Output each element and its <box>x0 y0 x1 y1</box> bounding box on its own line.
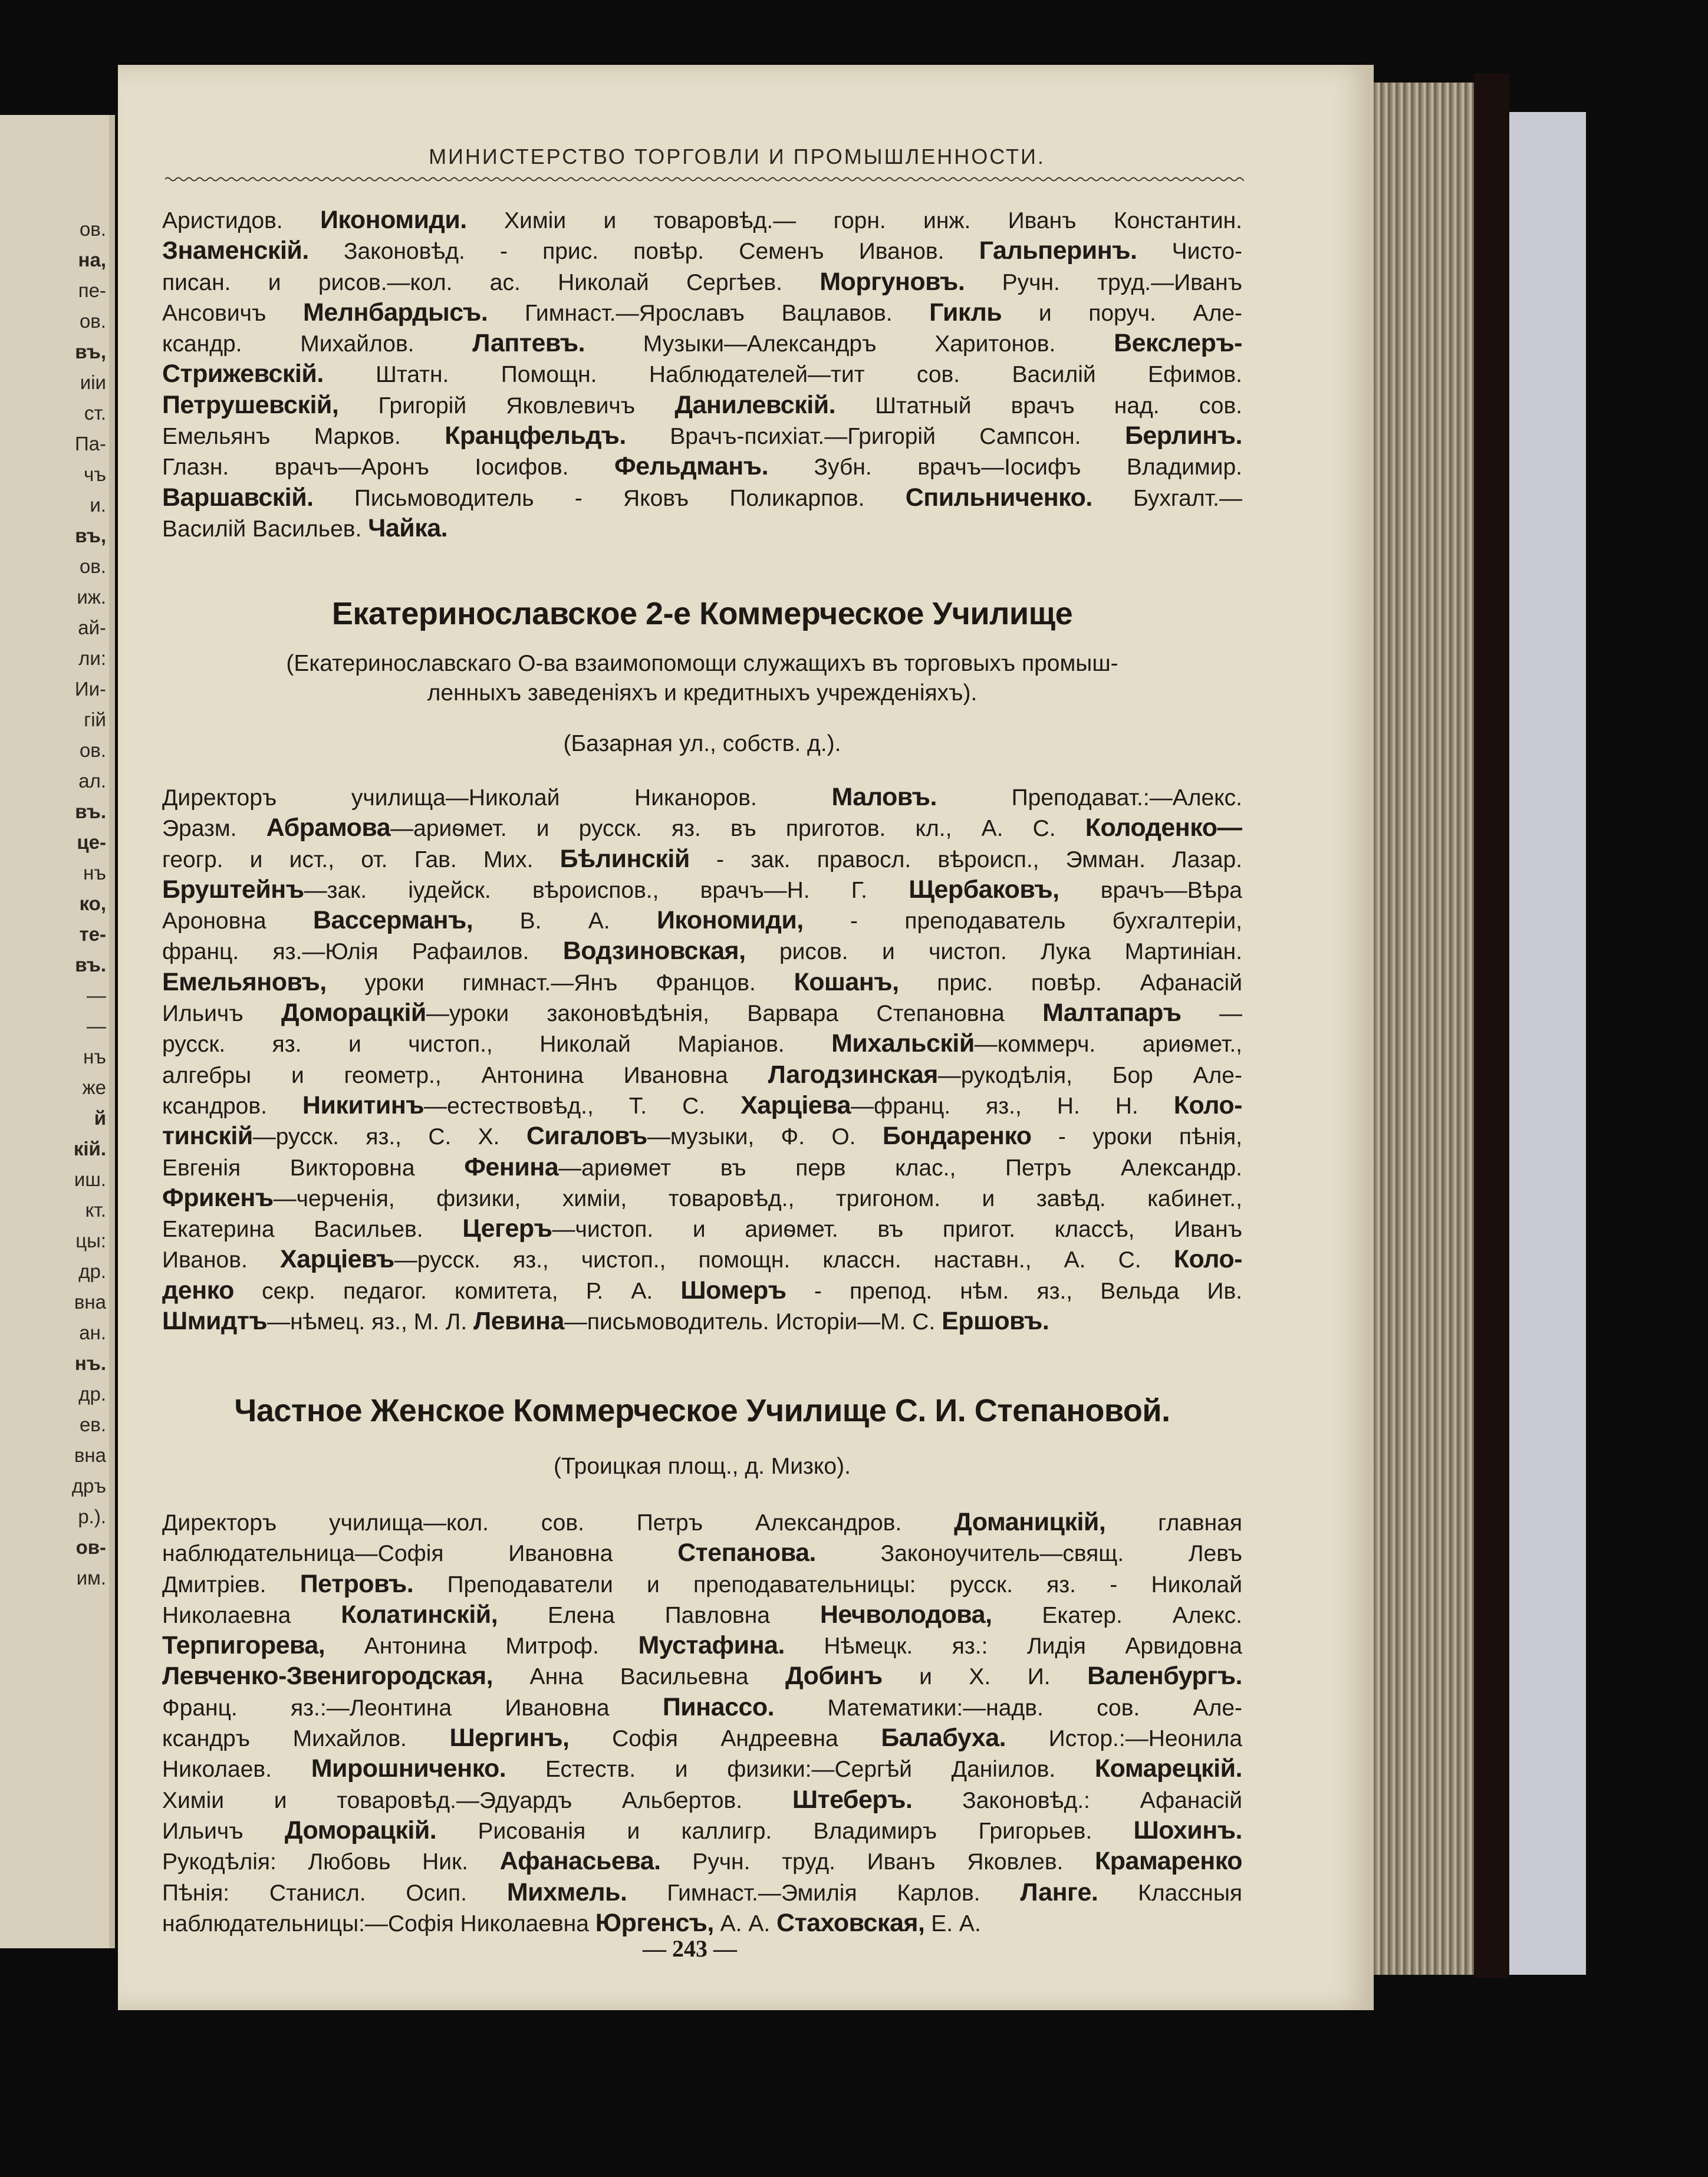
surname: Малтапаръ <box>1042 999 1182 1027</box>
left-page-text: ов. <box>79 739 106 761</box>
text-line <box>162 1569 1242 1600</box>
text-run: алгебры и геометр., Антонина Ивановна <box>162 1062 768 1088</box>
text-run: Франц. яз.:—Леонтина Ивановна <box>162 1695 663 1721</box>
surname: Юргенсъ, <box>595 1908 714 1937</box>
section-3-text <box>162 1507 1242 1939</box>
text-line <box>162 1723 1242 1754</box>
left-page-text: ан. <box>79 1322 106 1343</box>
text-run: - преподаватель бухгалтерiи, <box>803 908 1242 934</box>
text-run: Гимнаст.—Ярославъ Вацлавов. <box>488 300 930 326</box>
text-run: Бухгалт.— <box>1092 485 1242 511</box>
text-run: Елена Павловна <box>498 1602 820 1628</box>
text-run: —коммерч. ариѳмет., <box>974 1032 1242 1058</box>
surname: Лагодзинская <box>768 1060 938 1089</box>
text-run: Иванов. <box>162 1247 280 1273</box>
surname: тинскiй <box>162 1122 253 1151</box>
text-run: Врачъ-психiат.—Григорiй Сампсон. <box>626 424 1125 450</box>
text-run: Химiи и товаровѣд.— горн. инж. Иванъ Константин. <box>466 208 1242 233</box>
surname: Кошанъ, <box>794 967 899 996</box>
surname: Мелнбардысъ. <box>303 298 488 327</box>
surname: Ланге. <box>1020 1878 1098 1906</box>
left-page-text: ст. <box>84 402 106 424</box>
surname: Фельдманъ. <box>614 452 769 481</box>
page-number: — 243 — <box>643 1935 737 1962</box>
text-line <box>162 1538 1242 1569</box>
surname: Петрушевскiй, <box>162 390 339 419</box>
surname: Икономиди, <box>656 906 804 935</box>
text-run: уроки гимнаст.—Янъ Францов. <box>326 970 794 996</box>
text-run: Ручн. труд.—Иванъ <box>965 269 1242 295</box>
surname: Фрикенъ <box>162 1183 274 1212</box>
text-run: Дмитрiев. <box>162 1572 300 1598</box>
text-run: Штатн. Помощн. Наблюдателей—тит сов. Василiй Ефимов. <box>323 362 1242 388</box>
left-page-text: ов- <box>75 1536 106 1558</box>
book-cover-edge <box>1474 74 1509 1978</box>
surname: Маловъ. <box>831 783 937 811</box>
text-run: —черченiя, физики, химiи, товаровѣд., тригоном. и завѣд. кабинет., <box>273 1185 1242 1211</box>
left-page-text: же <box>82 1076 106 1098</box>
text-run: Николаевна <box>162 1602 341 1628</box>
surname: Абрамова <box>266 814 391 842</box>
text-line <box>162 1121 1242 1152</box>
text-run: писан. и рисов.—кол. ас. Николай Сергѣев. <box>162 269 820 295</box>
text-run: Письмоводитель - Яковъ Поликарпов. <box>313 485 906 511</box>
section-2-subtitle-2: ленныхъ заведенiяхъ и кредитныхъ учрежденiяхъ). <box>427 680 978 706</box>
text-line <box>162 1214 1242 1244</box>
left-page-text: въ. <box>75 801 106 822</box>
text-run: Ильичъ <box>162 1818 285 1844</box>
surname: денко <box>162 1276 234 1305</box>
text-run: —ариѳмет въ перв клас., Петръ Александр. <box>558 1155 1242 1181</box>
left-page-text: ли: <box>78 647 106 669</box>
left-page-text: др. <box>78 1260 106 1282</box>
surname: Мирошниченко. <box>311 1754 506 1783</box>
surname: Варшавскiй. <box>162 483 314 512</box>
surname: Бондаренко <box>882 1122 1032 1151</box>
text-line <box>162 390 1242 421</box>
surname: Сигаловъ <box>526 1122 647 1151</box>
left-page-text: ев. <box>79 1414 106 1435</box>
text-run: Анна Васильевна <box>493 1664 785 1690</box>
text-line <box>162 1600 1242 1631</box>
surname: Стрижевскiй. <box>162 360 324 388</box>
text-run: Е. А. <box>924 1911 981 1936</box>
left-page-text: вна <box>74 1291 106 1313</box>
left-page-text: гiй <box>84 709 106 730</box>
text-run: Николаев. <box>162 1757 311 1783</box>
left-page-text: ов. <box>79 555 106 577</box>
surname: Фенина <box>464 1152 559 1181</box>
text-run: рисов. и чистоп. Лука Мартинiан. <box>745 939 1242 965</box>
surname: Щербаковъ, <box>909 875 1059 904</box>
text-run: —музыки, Ф. О. <box>647 1124 883 1150</box>
text-run: —русск. яз., С. Х. <box>252 1124 526 1150</box>
text-line <box>162 452 1242 482</box>
surname: Лаптевъ. <box>472 329 585 358</box>
text-run: наблюдательницы:—Софiя Николаевна <box>162 1911 595 1936</box>
left-page-text: ал. <box>78 770 106 792</box>
left-page-text: кт. <box>85 1199 106 1221</box>
left-page-text: въ, <box>75 525 106 546</box>
section-2-text <box>162 782 1242 1337</box>
text-line <box>162 998 1242 1029</box>
text-run: —франц. яз., Н. Н. <box>851 1093 1174 1119</box>
text-line <box>162 844 1242 875</box>
text-run: Директоръ училища—Николай Никаноров. <box>162 785 832 811</box>
surname: Вассерманъ, <box>312 906 473 935</box>
text-run: наблюдательница—Софiя Ивановна <box>162 1541 678 1567</box>
surname: Цегеръ <box>462 1214 552 1243</box>
surname: Икономиди. <box>320 206 467 234</box>
surname: Степанова. <box>677 1539 816 1567</box>
surname: Пинассо. <box>662 1692 775 1721</box>
surname: Коло- <box>1173 1091 1242 1119</box>
text-run: Антонина Митроф. <box>325 1633 639 1659</box>
text-line <box>162 267 1242 298</box>
section-3-address: (Троицкая площ., д. Мизко). <box>554 1454 851 1479</box>
running-header: МИНИСТЕРСТВО ТОРГОВЛИ И ПРОМЫШЛЕННОСТИ. <box>429 144 1045 169</box>
surname: Харцiева <box>741 1091 851 1119</box>
surname: Терпигорева, <box>162 1631 325 1660</box>
text-run: Законовѣд. - прис. повѣр. Семенъ Иванов. <box>308 239 979 265</box>
surname: Харцiевъ <box>279 1245 394 1274</box>
text-run: Екатерина Васильев. <box>162 1217 463 1243</box>
text-run: Глазн. врачъ—Аронъ Iосифов. <box>162 454 614 480</box>
text-line <box>162 967 1242 998</box>
surname: Крамаренко <box>1095 1847 1242 1876</box>
text-run: ксандров. <box>162 1093 302 1119</box>
surname: Михальскiй <box>831 1029 975 1058</box>
left-page-text: иж. <box>77 586 106 608</box>
text-run: Математики:—надв. сов. Але- <box>774 1695 1242 1721</box>
text-run: врачъ—Вѣра <box>1059 877 1242 903</box>
text-run: Пѣнiя: Станисл. Осип. <box>162 1880 507 1906</box>
text-line <box>162 1754 1242 1784</box>
left-page-text: кiй. <box>73 1138 106 1160</box>
text-run: главная <box>1105 1510 1242 1536</box>
text-run: прис. повѣр. Афанасiй <box>899 970 1242 996</box>
text-run: Зубн. врачъ—Iосифъ Владимир. <box>768 454 1242 480</box>
left-page-text: те- <box>79 923 106 945</box>
left-page-text: въ. <box>75 954 106 976</box>
surname: Гальперинъ. <box>979 236 1137 265</box>
text-run: Директоръ училища—кол. сов. Петръ Александров. <box>162 1510 955 1536</box>
surname: Векслеръ- <box>1114 329 1242 358</box>
text-line <box>162 359 1242 390</box>
text-line <box>162 205 1242 236</box>
text-run: Истор.:—Неонила <box>1006 1726 1242 1752</box>
surname: Стаховская, <box>776 1908 925 1937</box>
text-line <box>162 298 1242 328</box>
left-page-text: иiи <box>80 371 106 393</box>
text-line <box>162 875 1242 905</box>
left-page-text: р.). <box>78 1506 106 1527</box>
text-line <box>162 905 1242 936</box>
text-run: —уроки законовѣдѣнiя, Варвара Степановна <box>426 1001 1043 1027</box>
text-line <box>162 1152 1242 1183</box>
left-page-text: нъ <box>83 1046 106 1068</box>
text-run: - зак. правосл. вѣроисп., Эмман. Лазар. <box>689 847 1242 872</box>
text-run: —зак. iудейск. вѣроиспов., врачъ—Н. Г. <box>304 877 909 903</box>
text-line <box>162 1692 1242 1723</box>
text-run: Преподаватели и преподавательницы: русск. яз. - Николай <box>413 1572 1242 1598</box>
text-run: Преподават.:—Алекс. <box>936 785 1242 811</box>
surname: Доморацкiй <box>281 999 426 1027</box>
header-wavy-rule <box>165 176 1244 183</box>
surname: Коло- <box>1173 1245 1242 1274</box>
text-line <box>162 1029 1242 1059</box>
text-run: — <box>1181 1001 1242 1027</box>
text-line <box>162 1785 1242 1816</box>
text-run: Штатный врачъ над. сов. <box>835 393 1242 419</box>
text-run: - препод. нѣм. яз., Вельда Ив. <box>786 1278 1242 1304</box>
section-2-subtitle-1: (Екатеринославскаго О-ва взаимопомощи служащихъ въ торговыхъ промыш- <box>286 651 1118 676</box>
left-page-text: ов. <box>79 310 106 332</box>
text-line <box>162 1244 1242 1275</box>
text-run: Емельянъ Марков. <box>162 424 445 450</box>
text-line <box>162 936 1242 967</box>
text-run: В. А. <box>473 908 657 934</box>
left-page-text: — <box>87 1015 106 1037</box>
surname: Колоденко— <box>1085 814 1242 842</box>
left-page-text: въ, <box>75 341 106 363</box>
text-line <box>162 1507 1242 1538</box>
text-run: Классныя <box>1098 1880 1242 1906</box>
text-run: Естеств. и физики:—Сергѣй Данiилов. <box>506 1757 1095 1783</box>
text-line <box>162 1306 1242 1337</box>
left-page-text: пе- <box>78 279 106 301</box>
text-run: А. А. <box>713 1911 777 1936</box>
surname: Михмель. <box>506 1878 627 1906</box>
surname: Данилевскiй. <box>674 390 836 419</box>
left-page-text: ов. <box>79 218 106 240</box>
text-run: —русск. яз., чистоп., помощн. классн. наставн., А. С. <box>394 1247 1174 1273</box>
surname: Ершовъ. <box>942 1307 1049 1336</box>
surname: Доманицкiй, <box>954 1508 1106 1536</box>
surname: Никитинъ <box>302 1091 424 1119</box>
surname: Шмидтъ <box>162 1307 268 1336</box>
surname: Петровъ. <box>300 1569 414 1598</box>
text-run: франц. яз.—Юлiя Рафаилов. <box>162 939 563 965</box>
text-line <box>162 483 1242 513</box>
section-2-address: (Базарная ул., собств. д.). <box>563 731 841 756</box>
text-run: Рисованiя и каллигр. Владимиръ Григорьев. <box>436 1818 1134 1844</box>
text-run: Музыки—Александръ Харитонов. <box>585 331 1114 357</box>
surname: Знаменскiй. <box>162 236 309 265</box>
text-run: Гимнаст.—Эмилiя Карлов. <box>627 1880 1021 1906</box>
surname: Балабуха. <box>881 1724 1006 1753</box>
surname: Чайка. <box>368 513 448 542</box>
text-run: —естествовѣд., Т. С. <box>424 1093 741 1119</box>
text-line <box>162 328 1242 359</box>
text-run: Законоучитель—свящ. Левъ <box>815 1541 1242 1567</box>
text-run: и Х. И. <box>882 1664 1088 1690</box>
surname: Колатинскiй, <box>341 1600 498 1629</box>
text-run: Ароновна <box>162 908 313 934</box>
left-page-text: нъ. <box>74 1352 106 1374</box>
left-page-text: им. <box>76 1567 106 1589</box>
text-run: Рукодѣлiя: Любовь Ник. <box>162 1849 500 1875</box>
text-run: —нѣмец. яз., М. Л. <box>267 1309 474 1335</box>
left-page-text: цы: <box>75 1230 106 1251</box>
text-line <box>162 1060 1242 1091</box>
left-page-text: иш. <box>74 1168 106 1190</box>
left-page-text: вна <box>74 1444 106 1466</box>
text-run: —ариѳмет. и русск. яз. въ приготов. кл., А. С. <box>390 816 1085 842</box>
surname: Нечволодова, <box>820 1600 992 1629</box>
surname: Шомеръ <box>680 1276 786 1305</box>
left-page-fragment <box>0 115 115 1948</box>
text-run: Химiи и товаровѣд.—Эдуардъ Альбертов. <box>162 1787 792 1813</box>
left-page-text: и. <box>90 494 106 516</box>
surname: Водзиновская, <box>562 937 746 966</box>
left-page-text: — <box>87 984 106 1006</box>
text-line <box>162 1846 1242 1877</box>
surname: Спильниченко. <box>905 483 1092 512</box>
text-run: Василiй Васильев. <box>162 516 368 542</box>
left-page-text: дръ <box>71 1475 106 1497</box>
text-run: —рукодѣлiя, Бор Але- <box>937 1062 1242 1088</box>
surname: Добинъ <box>785 1662 883 1691</box>
surname: Берлинъ. <box>1124 421 1242 450</box>
text-run: - уроки пѣнiя, <box>1031 1124 1242 1150</box>
text-line <box>162 236 1242 266</box>
section-3-heading: Частное Женское Коммерческое Училище С. И. Степановой. <box>234 1393 1170 1428</box>
surname: Левина <box>473 1307 564 1336</box>
left-page-text: Па- <box>74 433 106 454</box>
text-run: Аристидов. <box>162 208 320 233</box>
text-line <box>162 782 1242 813</box>
left-page-text: це- <box>77 831 106 853</box>
left-page-text: на, <box>78 249 106 271</box>
text-run: ксандръ Михайлов. <box>162 1726 450 1752</box>
surname: Комарецкiй. <box>1094 1754 1242 1783</box>
text-line <box>162 813 1242 844</box>
left-page-text: ко, <box>79 892 106 914</box>
surname: Валенбургъ. <box>1087 1662 1242 1691</box>
text-line <box>162 421 1242 452</box>
text-run: ксандр. Михайлов. <box>162 331 473 357</box>
text-run: Ансовичъ <box>162 300 303 326</box>
left-page-text: нъ <box>83 862 106 884</box>
text-run: русск. яз. и чистоп., Николай Марiанов. <box>162 1032 832 1058</box>
left-page-text: ай- <box>78 617 106 638</box>
text-line <box>162 1661 1242 1692</box>
text-run: Екатер. Алекс. <box>992 1602 1242 1628</box>
text-run: геогр. и ист., от. Гав. Мих. <box>162 847 560 872</box>
text-run: и поруч. Але- <box>1002 300 1242 326</box>
surname: Бѣлинскiй <box>560 844 690 873</box>
left-page-text: чъ <box>84 463 106 485</box>
text-run: —чистоп. и ариѳмет. въ пригот. классѣ, Иванъ <box>552 1217 1242 1243</box>
text-run: Чисто- <box>1137 239 1242 265</box>
left-page-text: др. <box>78 1383 106 1405</box>
text-run: Эразм. <box>162 816 266 842</box>
text-line <box>162 1631 1242 1661</box>
text-run: Софiя Андреевна <box>569 1726 881 1752</box>
surname: Афанасьева. <box>499 1847 661 1876</box>
text-run: Законовѣд.: Афанасiй <box>912 1787 1242 1813</box>
section-1-text <box>162 205 1242 544</box>
surname: Емельяновъ, <box>162 967 327 996</box>
left-page-text: Ии- <box>74 678 106 700</box>
surname: Бруштейнъ <box>162 875 304 904</box>
text-run: Ручн. труд. Иванъ Яковлев. <box>660 1849 1095 1875</box>
surname: Доморацкiй. <box>284 1816 437 1845</box>
section-2-heading: Екатеринославское 2-е Коммерческое Училище <box>331 596 1073 631</box>
surname: Моргуновъ. <box>820 267 965 296</box>
text-run: Григорiй Яковлевичъ <box>338 393 675 419</box>
text-line <box>162 1183 1242 1214</box>
left-page-text: й <box>94 1107 106 1129</box>
surname: Мустафина. <box>638 1631 785 1660</box>
surname: Шергинъ, <box>449 1724 570 1753</box>
surname: Шохинъ. <box>1133 1816 1242 1845</box>
text-line <box>162 1816 1242 1846</box>
surname: Левченко-Звенигородская, <box>162 1662 493 1691</box>
surname: Гикль <box>929 298 1002 327</box>
surname: Кранцфельдъ. <box>445 421 626 450</box>
text-line <box>162 1091 1242 1121</box>
surname: Штеберъ. <box>792 1785 913 1814</box>
text-line <box>162 1878 1242 1908</box>
page-edges <box>1374 83 1474 1975</box>
text-run: —письмоводитель. Исторiи—М. С. <box>564 1309 942 1335</box>
text-run: Ильичъ <box>162 1001 281 1027</box>
text-line <box>162 1276 1242 1306</box>
text-run: Нѣмецк. яз.: Лидiя Арвидовна <box>784 1633 1242 1659</box>
text-run: Евгенiя Викторовна <box>162 1155 465 1181</box>
text-line <box>162 513 1242 544</box>
text-run: секр. педагог. комитета, Р. А. <box>233 1278 681 1304</box>
